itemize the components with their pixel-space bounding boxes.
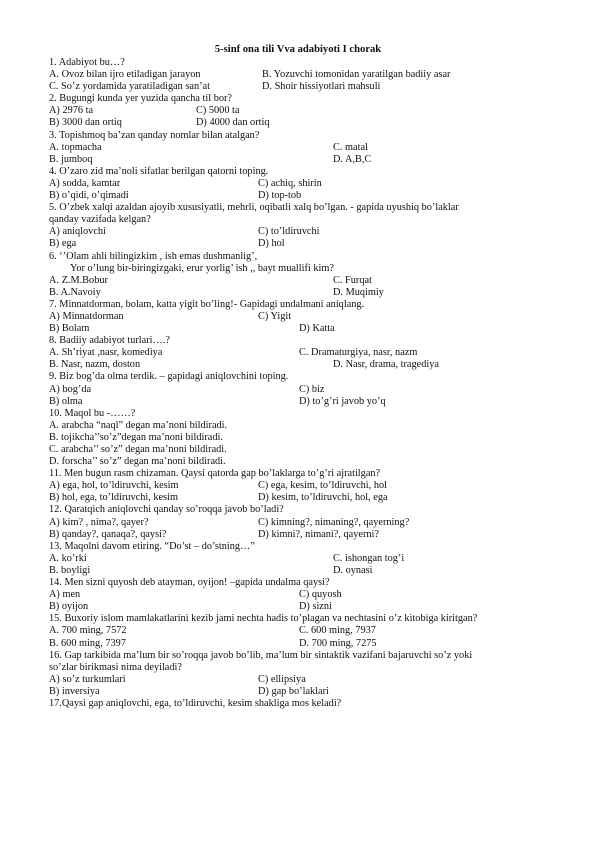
line-text: A) sodda, kamtar [49,177,121,189]
line-text: 16. Gap tarkibida ma’lum bir so’roqqa javob bo’lib, ma’lum bir sintaktik vazifani bajaruvchi so’z yoki [49,649,473,661]
line-text: B) ega [49,238,77,250]
line-text: 3. Topishmoq ba’zan qanday nomlar bilan atalgan? [49,129,260,141]
text-line [49,190,569,202]
text-line [49,529,569,541]
text-line [49,674,569,686]
text-line [49,504,569,516]
option-text: D) sizni [299,601,332,613]
line-text: 15. Buxoriy islom mamlakatlarini kezib jami nechta hadis to’plagan va nechtasini o’z kitobiga kiritgan? [49,613,478,625]
option-text: D. 700 ming, 7275 [299,637,377,649]
line-text: 7. Minnatdorman, bolam, katta yigit bo’ling!- Gapidagi undalmani aniqlang. [49,298,365,310]
line-text: B) Bolam [49,323,90,335]
line-text: 10. Maqol bu -……? [49,407,136,419]
option-text: D. A,B,C [333,153,372,165]
line-text: A. Ovoz bilan ijro etiladigan jarayon [49,69,201,81]
option-text: D) Katta [299,323,335,335]
option-text: C. Dramaturgiya, nasr, nazm [299,347,418,359]
line-text: 13. Maqolni davom etiring. “Do’st – do’stning…” [49,540,255,552]
text-line [49,456,569,468]
line-text: 4. O’zaro zid ma’noli sifatlar berilgan qatorni toping. [49,165,269,177]
text-line [49,468,569,480]
text-line [49,93,569,105]
text-line [49,492,569,504]
text-line [49,275,569,287]
line-text: 11. Men bugun rasm chizaman. Qaysi qatorda gap bo’laklarga to’g’ri ajratilgan? [49,468,381,480]
option-text: D) to’g’ri javob yo’q [299,395,386,407]
line-text: A) aniqlovchi [49,226,106,238]
line-text: qanday vazifada kelgan? [49,214,151,226]
text-line [49,323,569,335]
line-text: 12. Qaratqich aniqlovchi qanday so’roqqa javob bo’ladi? [49,504,284,516]
line-text: B. jumboq [49,153,93,165]
question-list [49,57,569,710]
text-line [49,57,569,69]
option-text: D) kimni?, nimani?, qayerni? [258,528,379,540]
option-text: D. oynasi [333,564,373,576]
line-text: C. So’z yordamida yaratiladigan san’at [49,81,210,93]
line-text: A. arabcha “naql” degan ma’noni bildiradi. [49,419,228,431]
text-line [49,432,569,444]
text-line [49,178,569,190]
line-text: A. 700 ming, 7572 [49,625,127,637]
line-text: 5. O’zbek xalqi azaldan ajoyib xususiyatli, mehrli, oqibatli xalq bo’lgan. - gapida uyushiq bo’laklar [49,202,459,214]
line-text: D. forscha’’ so’z” degan ma’noni bildiradi. [49,456,226,468]
option-text: D) gap bo’laklari [258,685,329,697]
text-line [49,408,569,420]
line-text: A. ko’rki [49,552,87,564]
text-line [49,541,569,553]
line-text: 2. Bugungi kunda yer yuzida qancha til bor? [49,93,233,105]
text-line [49,166,569,178]
line-text: B) olma [49,395,83,407]
line-text: B) 3000 dan ortiq [49,117,122,129]
text-line [49,142,569,154]
line-text: A) men [49,589,81,601]
line-text: Yor o’lung bir-biringizgaki, erur yorlig’ ish ,, bayt muallifi kim? [70,262,334,274]
line-text: A) ega, hol, to’ldiruvchi, kesim [49,480,179,492]
text-line [49,311,569,323]
text-line [49,480,569,492]
text-line [49,517,569,529]
text-line [49,565,569,577]
text-line [49,202,569,214]
option-text: C) achiq, shirin [258,177,322,189]
option-text: C) kimning?, nimaning?, qayerning? [258,516,410,528]
text-line [49,420,569,432]
line-text: B) o’qidi, o’qimadi [49,190,129,202]
line-text: A) kim? , nima?, qayer? [49,516,149,528]
text-line [49,577,569,589]
text-line [49,299,569,311]
line-text: A. topmacha [49,141,102,153]
text-line [49,263,569,275]
option-text: D) top-tob [258,190,302,202]
text-line [49,625,569,637]
line-text: A) 2976 ta [49,105,94,117]
text-line [49,638,569,650]
text-line [49,335,569,347]
option-text: C) quyosh [299,589,342,601]
text-line [49,601,569,613]
text-line [49,130,569,142]
text-line [49,686,569,698]
option-text: D. Muqimiy [333,286,384,298]
option-text: C) 5000 ta [196,105,240,117]
option-text: D. Nasr, drama, tragediya [333,359,439,371]
line-text: A. Sh’riyat ,nasr, komediya [49,347,163,359]
option-text: D) hol [258,238,285,250]
option-text: B. Yozuvchi tomonidan yaratilgan badiiy asar [262,69,451,81]
line-text: A) so’z turkumlari [49,673,126,685]
text-line [49,613,569,625]
line-text: A) Minnatdorman [49,310,124,322]
text-line [49,662,569,674]
text-line [49,154,569,166]
text-line [49,396,569,408]
line-text: B. A.Navoiy [49,286,101,298]
text-line [49,384,569,396]
option-text: C) to’ldiruvchi [258,226,320,238]
text-line [49,359,569,371]
line-text: B) oyijon [49,601,89,613]
text-line [49,105,569,117]
line-text: 17.Qaysi gap aniqlovchi, ega, to’ldiruvchi, kesim shakliga mos keladi? [49,697,342,709]
text-line [49,214,569,226]
text-line [49,69,569,81]
text-line [49,347,569,359]
line-text: A) bog’da [49,383,92,395]
line-text: B. Nasr, nazm, doston [49,359,141,371]
text-line [49,287,569,299]
line-text: 1. Adabiyot bu…? [49,57,125,68]
text-line [49,238,569,250]
line-text: 14. Men sizni quyosh deb atayman, oyijon! –gapida undalma qaysi? [49,577,330,589]
text-line [49,589,569,601]
option-text: C) biz [299,383,325,395]
option-text: C) Yigit [258,310,292,322]
line-text: 6. ‘’Olam ahli bilingizkim , ish emas dushmanlig’, [49,250,258,262]
line-text: B) inversiya [49,685,100,697]
line-text: B. boyligi [49,564,91,576]
text-line [49,698,569,710]
option-text: C. matal [333,141,368,153]
text-line [49,553,569,565]
option-text: C) ega, kesim, to’ldiruvchi, hol [258,480,387,492]
option-text: C) ellipsiya [258,673,306,685]
option-text: D. Shoir hissiyotlari mahsuli [262,81,381,93]
option-text: D) kesim, to’ldiruvchi, hol, ega [258,492,388,504]
line-text: 8. Badiiy adabiyot turlari….? [49,335,170,347]
line-text: B) qanday?, qanaqa?, qaysi? [49,528,167,540]
line-text: B. tojikcha’’so’z”degan ma’noni bildiradi. [49,431,223,443]
text-line [49,251,569,263]
line-text: B) hol, ega, to’ldiruvchi, kesim [49,492,178,504]
option-text: C. 600 ming, 7937 [299,625,376,637]
line-text: 9. Biz bog’da olma terdik. – gapidagi aniqlovchini toping. [49,371,289,383]
line-text: so’zlar birikmasi nima deyiladi? [49,661,182,673]
line-text: C. arabcha’’ so’z” degan ma’noni bildiradi. [49,444,227,455]
text-line [49,650,569,662]
option-text: C. Furqat [333,274,372,286]
text-line [49,226,569,238]
text-line [49,81,569,93]
line-text: B. 600 ming, 7397 [49,637,126,649]
option-text: D) 4000 dan ortiq [196,117,270,129]
option-text: C. ishongan tog’i [333,552,405,564]
line-text: A. Z.M.Bobur [49,274,108,286]
text-line [49,444,569,456]
text-line [49,117,569,129]
document-title: 5-sinf ona tili Vva adabiyoti I chorak [214,44,382,55]
text-line [49,371,569,383]
